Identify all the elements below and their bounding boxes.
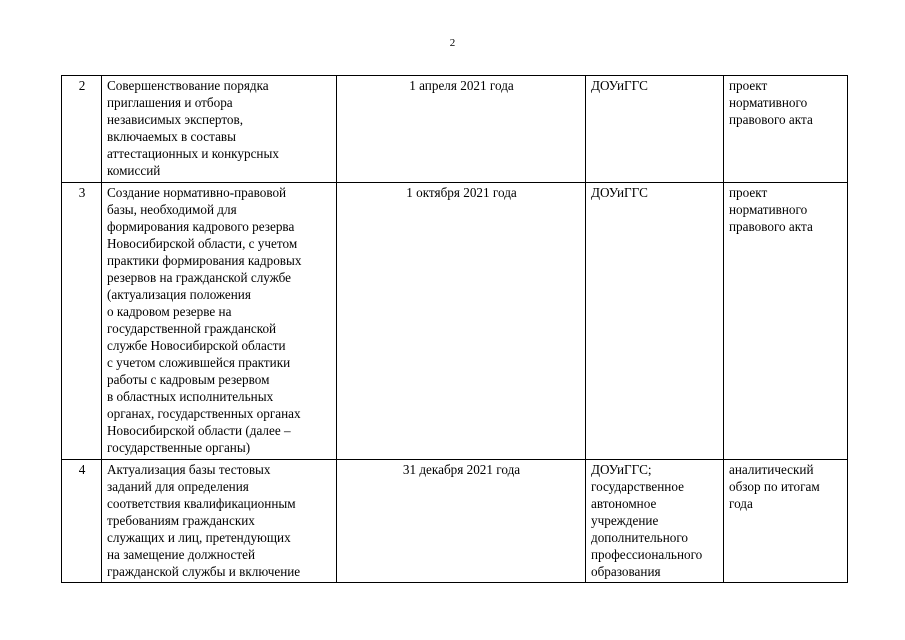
table-row (62, 460, 848, 583)
deadline-cell: 1 октября 2021 года (337, 183, 586, 460)
row-number: 4 (62, 460, 102, 583)
table-row (62, 76, 848, 183)
page-number: 2 (449, 37, 456, 49)
activity-cell: Создание нормативно-правовой базы, необходимой для формирования кадрового резерва Новосибирской области, с учетом практики формирования кадровых резервов на гражданской службе (актуализация положения о кадровом резерве на государственной гражданской службе Новосибирской области с учетом сложившейся практики работы с кадровым резервом в областных исполнительных органах, государственных органах Новосибирской области (далее – государственные органы) (102, 183, 337, 460)
table-row (62, 183, 848, 460)
result-cell: проект нормативного правового акта (724, 183, 848, 460)
activity-cell: Совершенствование порядка приглашения и отбора независимых экспертов, включаемых в составы аттестационных и конкурсных комиссий (102, 76, 337, 183)
deadline-cell: 1 апреля 2021 года (337, 76, 586, 183)
result-cell: проект нормативного правового акта (724, 76, 848, 183)
row-number: 2 (62, 76, 102, 183)
row-number: 3 (62, 183, 102, 460)
deadline-cell: 31 декабря 2021 года (337, 460, 586, 583)
responsible-cell: ДОУиГГС; государственное автономное учреждение дополнительного профессионального образования (586, 460, 724, 583)
result-cell: аналитический обзор по итогам года (724, 460, 848, 583)
responsible-cell: ДОУиГГС (586, 183, 724, 460)
activity-cell: Актуализация базы тестовых заданий для определения соответствия квалификационным требованиям гражданских служащих и лиц, претендующих на замещение должностей гражданской службы и включение (102, 460, 337, 583)
plan-table (61, 75, 848, 583)
responsible-cell: ДОУиГГС (586, 76, 724, 183)
